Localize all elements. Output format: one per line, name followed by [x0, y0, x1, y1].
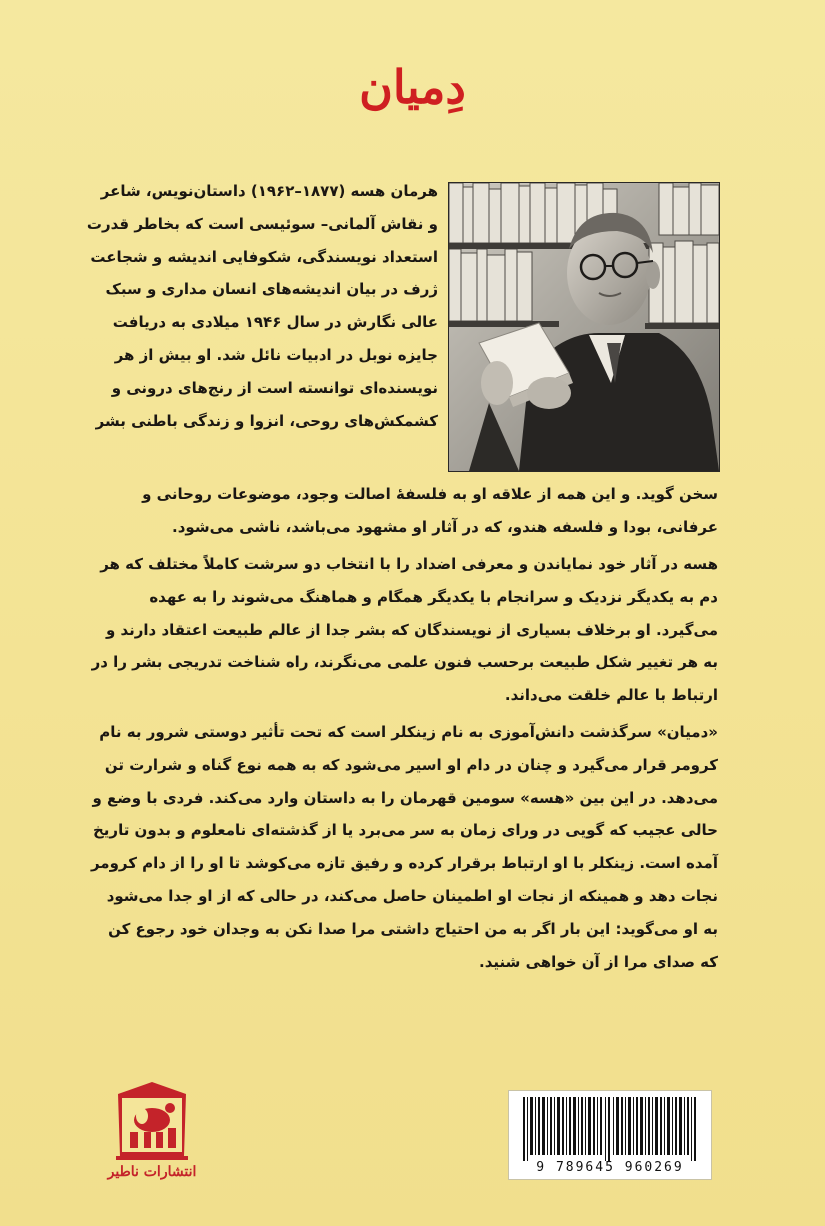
text-line: و نقاش آلمانی– سوئیسی است که بخاطر قدرت	[86, 214, 438, 233]
bio-paragraph-continuation	[118, 478, 718, 544]
book-title: دِمیان	[359, 60, 466, 114]
author-photo-illustration	[449, 183, 719, 471]
text-line: نویسنده‌ای توانسته است از رنج‌های درونی و	[111, 378, 438, 397]
text-line: جایزه نوبل در ادبیات نائل شد. او بیش از هر	[114, 345, 438, 364]
text-line: ژرف در بیان اندیشه‌های انسان مداری و سبک	[105, 280, 438, 299]
text-line: می‌دهد. در این بین «هسه» سومین قهرمان را به داستان وارد می‌کند. فردی با وضع و	[92, 788, 718, 807]
isbn-digits: 9 789645 960269	[536, 1160, 684, 1175]
barcode-bars	[509, 1095, 711, 1163]
text-line: کشمکش‌های روحی، انزوا و زندگی باطنی بشر	[95, 411, 438, 430]
publisher-logo	[108, 1080, 196, 1190]
text-line: به او می‌گوید: این بار اگر به من احتیاج داشتی مرا صدا نکن به وجدان خود رجوع کن	[108, 919, 718, 938]
text-line: استعداد نویسندگی، شکوفایی اندیشه و شجاعت	[90, 247, 438, 266]
text-line: حالی عجیب که گویی در ورای زمان به سر می‌برد یا از گذشته‌ای نامعلوم و بدون تاریخ	[92, 821, 718, 840]
text-line: هسه در آثار خود نمایاندن و معرفی اضداد را با انتخاب دو سرشت کاملاً مختلف که هر	[100, 555, 718, 573]
barcode	[508, 1090, 712, 1180]
text-line: عرفانی، بودا و فلسفه هندو، که در آثار او مشهود می‌باشد، ناشی می‌شود.	[172, 517, 718, 536]
text-line: ارتباط با عالم خلقت می‌داند.	[504, 686, 718, 705]
text-line: آمده است. زینکلر با او ارتباط برقرار کرده و رفیق تازه می‌کوشد تا او را از دام کرومر	[90, 854, 718, 873]
themes-paragraph	[91, 548, 718, 712]
text-line: سخن گوید. و این همه از علاقه او به فلسفهٔ اصالت وجود، موضوعات روحانی و	[142, 485, 718, 503]
text-line: دم به یکدیگر نزدیک و سرانجام با یکدیگر همگام و هماهنگ می‌شوند را به عهده	[149, 587, 718, 606]
plot-paragraph	[90, 716, 718, 978]
bio-paragraph-wrapped	[86, 175, 438, 437]
author-photo	[448, 182, 720, 472]
text-line: عالی نگارش در سال ۱۹۴۶ میلادی به دریافت	[112, 313, 438, 332]
text-line: به هر تغییر شکل طبیعت برحسب فنون علمی می‌نگرند، راه شناخت تدریجی بشر را در	[91, 653, 718, 672]
text-line: که صدای مرا از آن خواهی شنید.	[479, 952, 718, 971]
text-line: می‌گیرد. او برخلاف بسیاری از نویسندگان که بشر جدا از عالم طبیعت اعتقاد دارند و	[105, 620, 718, 639]
text-line: «دمیان» سرگذشت دانش‌آموزی به نام زینکلر است که تحت تأثیر دوستی شرور به نام	[99, 723, 718, 741]
text-line: هرمان هسه (۱۸۷۷–۱۹۶۲) داستان‌نویس، شاعر	[100, 182, 438, 200]
text-line: کرومر قرار می‌گیرد و چنان در دام او اسیر می‌شود که به همه نوع گناه و شرارت تن	[104, 755, 718, 774]
publisher-name: انتشارات ناطیر	[107, 1164, 197, 1180]
text-line: نجات دهد و همینکه از نجات او اطمینان حاصل می‌کند، در حالی که از او جدا می‌شود	[106, 886, 718, 905]
